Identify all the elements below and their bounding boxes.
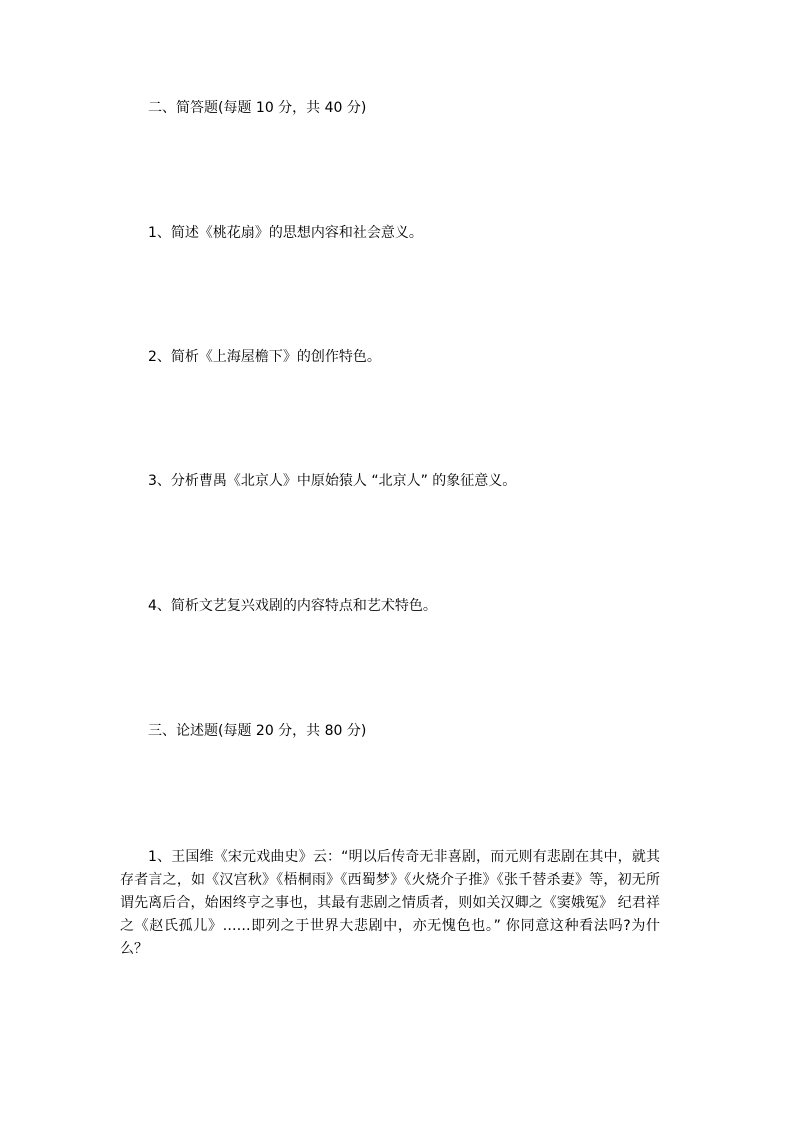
section-3-heading: 三、论述题(每题 20 分，共 80 分) <box>148 723 367 739</box>
section-2-heading: 二、简答题(每题 10 分，共 40 分) <box>148 100 367 116</box>
essay-question-1: 1、王国维《宋元戏曲史》云：“明以后传奇无非喜剧，而元则有悲剧在其中，就其存者言之，如《汉宫秋》《梧桐雨》《西蜀梦》《火烧介子推》《张千替杀妻》等，初无所谓先离后合，始困终亨之事也，其最有悲剧之情质者，则如关汉卿之《窦娥冤》 纪君祥之《赵氏孤儿》……即列之于世界大悲剧中，亦无愧色也。” 你同意这种看法吗?为什么？ <box>120 849 660 957</box>
short-answer-question-4: 4、简析文艺复兴戏剧的内容特点和艺术特色。 <box>148 598 437 614</box>
short-answer-question-2: 2、简析《上海屋檐下》的创作特色。 <box>148 349 381 365</box>
short-answer-question-3: 3、分析曹禺《北京人》中原始猿人 “北京人” 的象征意义。 <box>148 473 517 489</box>
short-answer-question-1: 1、简述《桃花扇》的思想内容和社会意义。 <box>148 225 423 241</box>
